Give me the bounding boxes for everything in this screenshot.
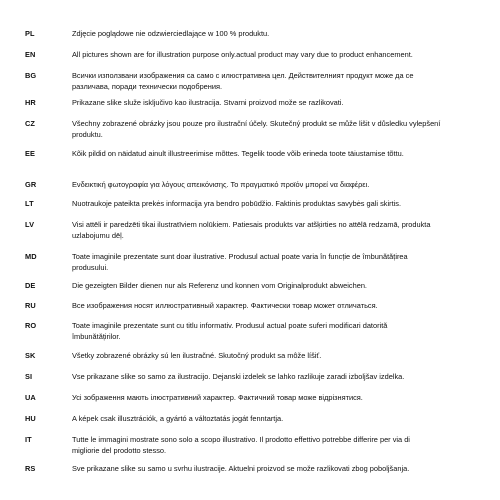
language-code: SK [25, 351, 36, 360]
language-code: EN [25, 50, 36, 59]
language-code: MD [25, 252, 37, 261]
text-line: Kõik pildid on näidatud ainult illustreerimise mõttes. Tegelik toode võib erineda toote täiustamise tõttu. [72, 149, 404, 158]
language-code: RU [25, 301, 36, 310]
text-line: uzlabojumu dēļ. [72, 231, 124, 240]
text-line: Prikazane slike služe isključivo kao ilustracija. Stvarni proizvod može se razlikovati. [72, 98, 344, 107]
text-line: Всички използвани изображения са само с илюстративна цел. Действителният продукт може да се [72, 71, 414, 80]
disclaimer-text [72, 300, 482, 311]
disclaimer-text [72, 179, 482, 190]
text-line: A képek csak illusztrációk, a gyártó a változtatás jogát fenntartja. [72, 414, 284, 423]
text-line: Sve prikazane slike su samo u svrhu ilustracije. Aktuelni proizvod se može razlikovati zbog poboljšanja. [72, 464, 410, 473]
disclaimer-text [72, 118, 482, 140]
text-line: Nuotraukoje pateikta prekės informacija yra bendro pobūdžio. Faktinis produktas savybės gali skirtis. [72, 199, 402, 208]
disclaimer-text [72, 97, 482, 108]
language-code: LT [25, 199, 34, 208]
language-code: SI [25, 372, 33, 381]
text-line: Toate imaginile prezentate sunt cu titlu informativ. Produsul actual poate suferi modificari datorită [72, 321, 388, 330]
disclaimer-text [72, 148, 482, 159]
disclaimer-text [72, 49, 482, 60]
language-code: CZ [25, 119, 36, 128]
language-code: DE [25, 281, 36, 290]
disclaimer-text [72, 413, 482, 424]
disclaimer-text [72, 280, 482, 291]
disclaimer-text [72, 463, 482, 474]
disclaimer-text [72, 350, 482, 361]
text-line: Toate imaginile prezentate sunt doar ilustrative. Produsul actual poate varia în funcție de îmbunătățirea [72, 252, 408, 261]
language-code: HR [25, 98, 36, 107]
disclaimer-text [72, 251, 482, 273]
disclaimer-text [72, 70, 482, 92]
disclaimer-text [72, 198, 482, 209]
language-code: LV [25, 220, 35, 229]
text-line: Vse prikazane slike so samo za ilustracijo. Dejanski izdelek se lahko razlikuje zaradi izboljšav izdelka. [72, 372, 405, 381]
text-line: produsului. [72, 263, 109, 272]
language-code: HU [25, 414, 36, 423]
text-line: различава, поради технически подобрения. [72, 82, 223, 91]
language-code: GR [25, 180, 37, 189]
text-line: Všechny zobrazené obrázky jsou pouze pro ilustrační účely. Skutečný produkt se může lišit v důsledku vylepšení [72, 119, 441, 128]
disclaimer-text [72, 434, 482, 456]
disclaimer-text [72, 219, 482, 241]
text-line: migliorie del prodotto stesso. [72, 446, 167, 455]
language-code: EE [25, 149, 36, 158]
disclaimer-text [72, 320, 482, 342]
text-line: Zdjęcie poglądowe nie odzwierciedlające w 100 % produktu. [72, 29, 270, 38]
language-code: RS [25, 464, 36, 473]
text-line: Усі зображення мають ілюстративний характер. Фактичний товар може відрізнятися. [72, 393, 363, 402]
language-code: IT [25, 435, 32, 444]
language-code: PL [25, 29, 35, 38]
language-code: UA [25, 393, 36, 402]
text-line: Die gezeigten Bilder dienen nur als Referenz und konnen vom Originalprodukt abweichen. [72, 281, 367, 290]
text-line: produktu. [72, 130, 103, 139]
text-line: Visi attēli ir paredzēti tikai ilustratīviem nolūkiem. Patiesais produkts var atšķirties no attēlā redzamā, produkta [72, 220, 431, 229]
language-code: BG [25, 71, 37, 80]
text-line: Все изображения носят иллюстративный характер. Фактически товар может отличаться. [72, 301, 378, 310]
text-line: All pictures shown are for illustration purpose only.actual product may vary due to product enhancement. [72, 50, 413, 59]
disclaimer-text [72, 392, 482, 403]
language-code: RO [25, 321, 37, 330]
text-line: Ενδεικτική φωτογραφία για λόγους απεικόνισης. Το πραγματικό προϊόν μπορεί να διαφέρει. [72, 180, 370, 189]
disclaimer-text [72, 371, 482, 382]
text-line: Všetky zobrazené obrázky sú len ilustračné. Skutočný produkt sa môže líšiť. [72, 351, 322, 360]
disclaimer-text [72, 28, 482, 39]
text-line: îmbunătățirilor. [72, 332, 121, 341]
text-line: Tutte le immagini mostrate sono solo a scopo illustrativo. Il prodotto effettivo potrebbe differire per via di [72, 435, 410, 444]
